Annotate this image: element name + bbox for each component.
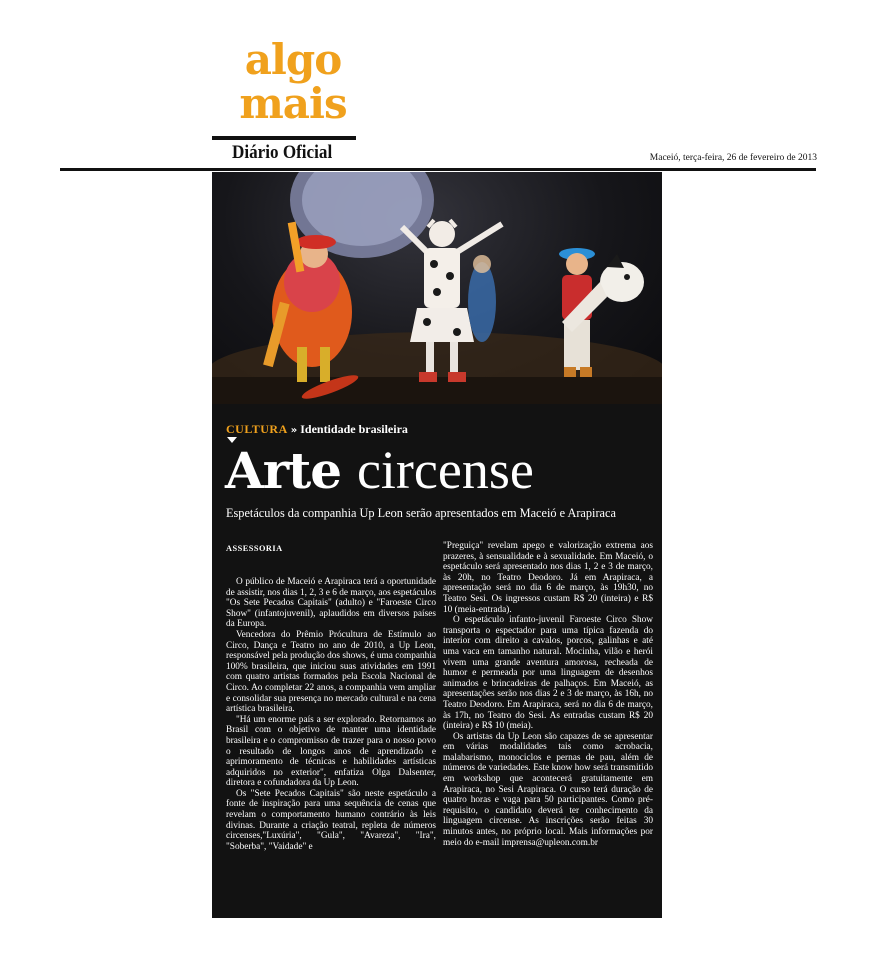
circus-performers-illustration [212,172,662,404]
headline-bold: Arte [225,441,342,500]
logo-line-2: mais [239,79,347,128]
section-name: Diário Oficial [232,142,333,163]
paragraph: Os "Sete Pecados Capitais" são neste espetáculo a fonte de inspiração para uma sequência de cenas que revelam o comportamento humano contrário às leis divinas. Durante a criação teatral, repleta de números circenses,"Luxúria", "Gula", "Avareza", "Ira", "Soberba", "Vaidade" e [226,788,436,852]
article-panel [212,172,662,918]
article-byline: ASSESSORIA [226,544,283,553]
double-chevron-right-icon: » [290,425,298,436]
dateline: Maceió, terça-feira, 26 de fevereiro de 2013 [649,153,817,163]
article-photo [212,172,662,404]
publication-logo [228,35,358,128]
paragraph: "Há um enorme país a ser explorado. Retornamos ao Brasil com o objetivo de manter uma identidade brasileira e o compromisso de trazer para o nosso povo o resultado de longos anos de aprendizado e aprimoramento de técnicas e habilidades artísticas adquiridos no exterior", enfatiza Olga Dalsenter, diretora e cofundadora da Up Leon. [226,714,436,789]
section-label: CULTURA [226,422,288,436]
paragraph: O público de Maceió e Arapiraca terá a oportunidade de assistir, nos dias 1, 2, 3 e 6 de março, aos espetáculos "Os Sete Pecados Capitais" (adulto) e "Faroeste Circo Show" (infantojuvenil), aplaudidos em diversos países da Europa. [226,577,436,630]
article-column-left [226,577,436,852]
logo-line-1: algo [244,35,342,84]
article-headline [225,440,534,501]
headline-light: circense [356,440,534,500]
topic-label: Identidade brasileira [300,422,408,436]
article-kicker [226,422,408,437]
paragraph: "Preguiça" revelam apego e valorização extrema aos prazeres, à sensualidade e à sexualidade. Em Maceió, o espetáculo será apresentado nos dias 1, 2 e 3 de março, às 20h, no Teatro Deodoro. Já em Arapiraca, a apresentação será no dia 6 de março, às 19h30, no Teatro Sesi. Os ingressos custam R$ 20 (inteira) e R$ 10 (meia-entrada). [443,541,653,615]
paragraph: Os artistas da Up Leon são capazes de se apresentar em várias modalidades tais como acrobacia, malabarismo, monociclos e pernas de pau, além de números de variedades. Este know how será transmitido em workshop que acontecerá gratuitamente em Arapiraca, no Sesi Arapiraca. O curso terá duração de quatro horas e vaga para 50 participantes. Como pré-requisito, o candidato deverá ter conhecimento da linguagem circense. As inscrições serão feitas 30 minutos antes, no próprio local. Mais informações por meio do e-mail imprensa@upleon.com.br [443,731,653,848]
logo-rule [212,136,356,140]
paragraph: Vencedora do Prêmio Prócultura de Estímulo ao Circo, Dança e Teatro no ano de 2010, a Up Leon, responsável pela produção dos shows, é uma companhia 100% brasileira, que iniciou suas atividades em 1991 com quatro artistas formados pela Escola Nacional de Circo. Ao completar 22 anos, a companhia vem ampliar e consolidar sua presença no mercado cultural e na cena artística brasileira. [226,629,436,715]
paragraph: O espetáculo infanto-juvenil Faroeste Circo Show transporta o espectador para uma típica fazenda do interior com direito a cavalos, porcos, galinhas e até uma vaca em tamanho natural. Mocinha, vilão e herói vivem uma grande aventura amorosa, recheada de humor e permeada por uma linguagem de desenhos animados e brincadeiras de palhaços. Em Maceió, as apresentações serão nos dias 2 e 3 de março, às 16h, no Teatro Deodoro. Em Arapiraca, será no dia 6 de março, às 17h, no Teatro do Sesi. As entradas custam R$ 20 (inteira) e R$ 10 (meia). [443,615,653,732]
header-rule [60,168,816,171]
article-column-right [443,541,653,848]
article-subhead: Espetáculos da companhia Up Leon serão apresentados em Maceió e Arapiraca [226,506,616,520]
